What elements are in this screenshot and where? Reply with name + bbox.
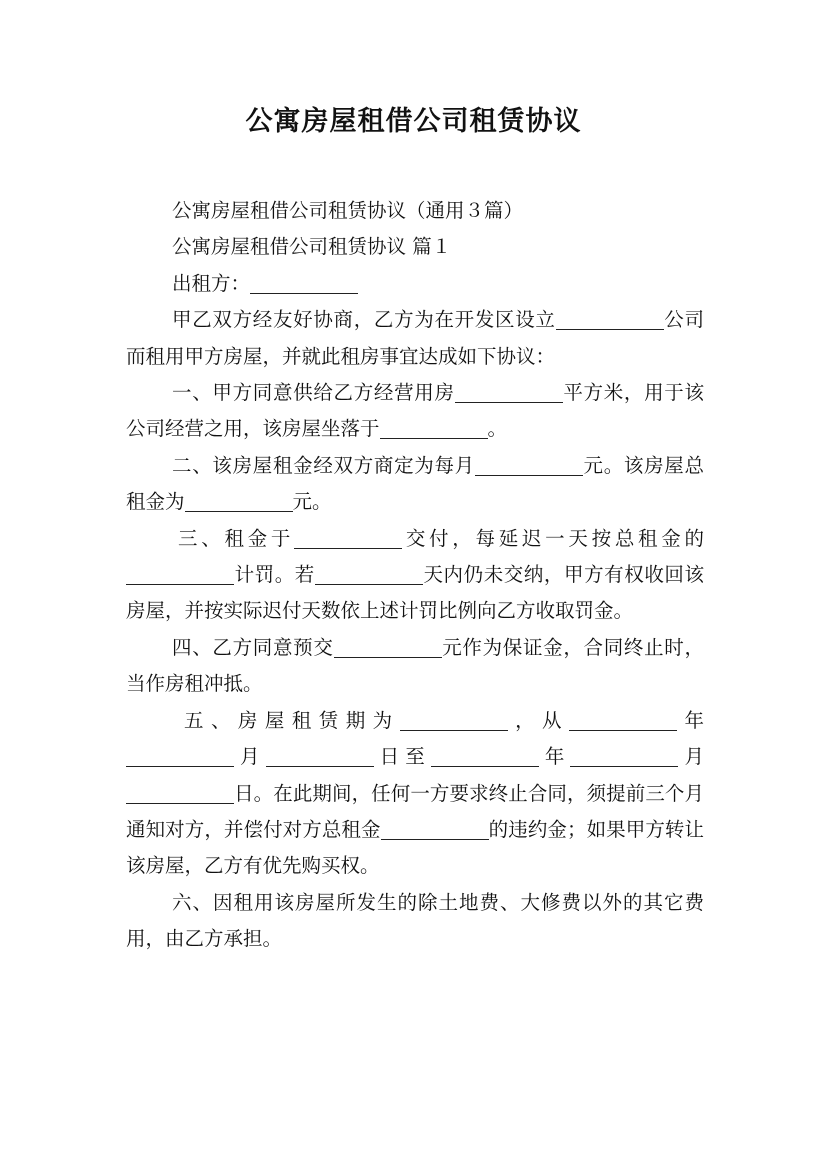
paragraph-text: 。 [487,417,508,441]
paragraph-text: 公寓房屋租借公司租赁协议 篇１ [172,235,452,259]
blank-fill-line [126,747,234,768]
blank-fill-line [431,747,539,768]
blank-fill-line [266,747,374,768]
paragraph-text: 元。 [292,490,332,514]
paragraph-text: 元。该房屋总租金为 [126,453,704,514]
paragraph [126,302,704,375]
blank-fill-line [185,492,293,513]
paragraph [126,448,704,521]
paragraph-text: 一、甲方同意供给乙方经营用房 [172,381,455,405]
blank-fill-line [400,710,508,731]
paragraph-text: 的违约金；如果甲方转让该房屋，乙方有优先购买权。 [126,817,704,878]
paragraph-text: 六、因租用该房屋所发生的除土地费、大修费以外的其它费用，由乙方承担。 [126,890,704,951]
paragraph-text: 日至 [373,745,431,769]
paragraph-text: 甲乙双方经友好协商，乙方为在开发区设立 [172,308,556,332]
blank-fill-line [294,528,402,549]
paragraph-text: 公寓房屋租借公司租赁协议（通用３篇） [172,199,524,222]
paragraph [126,521,704,630]
paragraph-text: 月 [234,745,266,769]
document-title: 公寓房屋租借公司租赁协议 [245,106,582,137]
blank-fill-line [380,419,488,440]
blank-fill-line [126,783,234,804]
paragraph-text: 二、该房屋租金经双方商定为每月 [172,453,475,477]
paragraph-text: 五、房屋租赁期为 [184,708,400,732]
blank-fill-line [334,637,442,658]
paragraph-text: 计罚。若 [234,563,315,587]
paragraph-text: 平方米，用于该公司经营之用，该房屋坐落于 [126,381,704,441]
paragraph [126,266,704,302]
paragraph-text: 交付，每延迟一天按总租金的 [402,526,704,550]
blank-fill-line [315,565,423,586]
paragraph-text: ，从 [507,708,570,732]
paragraph-text: 元作为保证金，合同终止时，当作房租冲抵。 [126,635,704,696]
document-body [126,193,704,958]
blank-fill-line [569,710,677,731]
blank-fill-line [250,273,358,294]
paragraph-text: 日。在此期间，任何一方要求终止合同，须提前三个月通知对方，并偿付对方总租金 [126,781,704,841]
paragraph-text: 年 [677,708,704,732]
paragraph-text: 三、租金于 [178,526,295,550]
paragraph [126,703,704,885]
paragraph-text: 四、乙方同意预交 [172,635,334,659]
blank-fill-line [455,383,563,404]
blank-fill-line [126,565,234,586]
blank-fill-line [475,455,583,476]
blank-fill-line [570,747,678,768]
blank-fill-line [556,310,664,331]
paragraph-text: 年 [538,745,571,769]
paragraph [126,630,704,703]
paragraph [126,229,704,265]
paragraph-text: 出租方： [172,271,251,295]
paragraph-text: 天内仍未交纳，甲方有权收回该房屋，并按实际迟付天数依上述计罚比例向乙方收取罚金。 [126,563,704,623]
paragraph [126,375,704,448]
paragraph [126,193,704,229]
blank-fill-line [381,819,489,840]
paragraph-text: 公司而租用甲方房屋，并就此租房事宜达成如下协议： [126,308,704,368]
paragraph-text: 月 [678,745,704,769]
paragraph [126,885,704,958]
